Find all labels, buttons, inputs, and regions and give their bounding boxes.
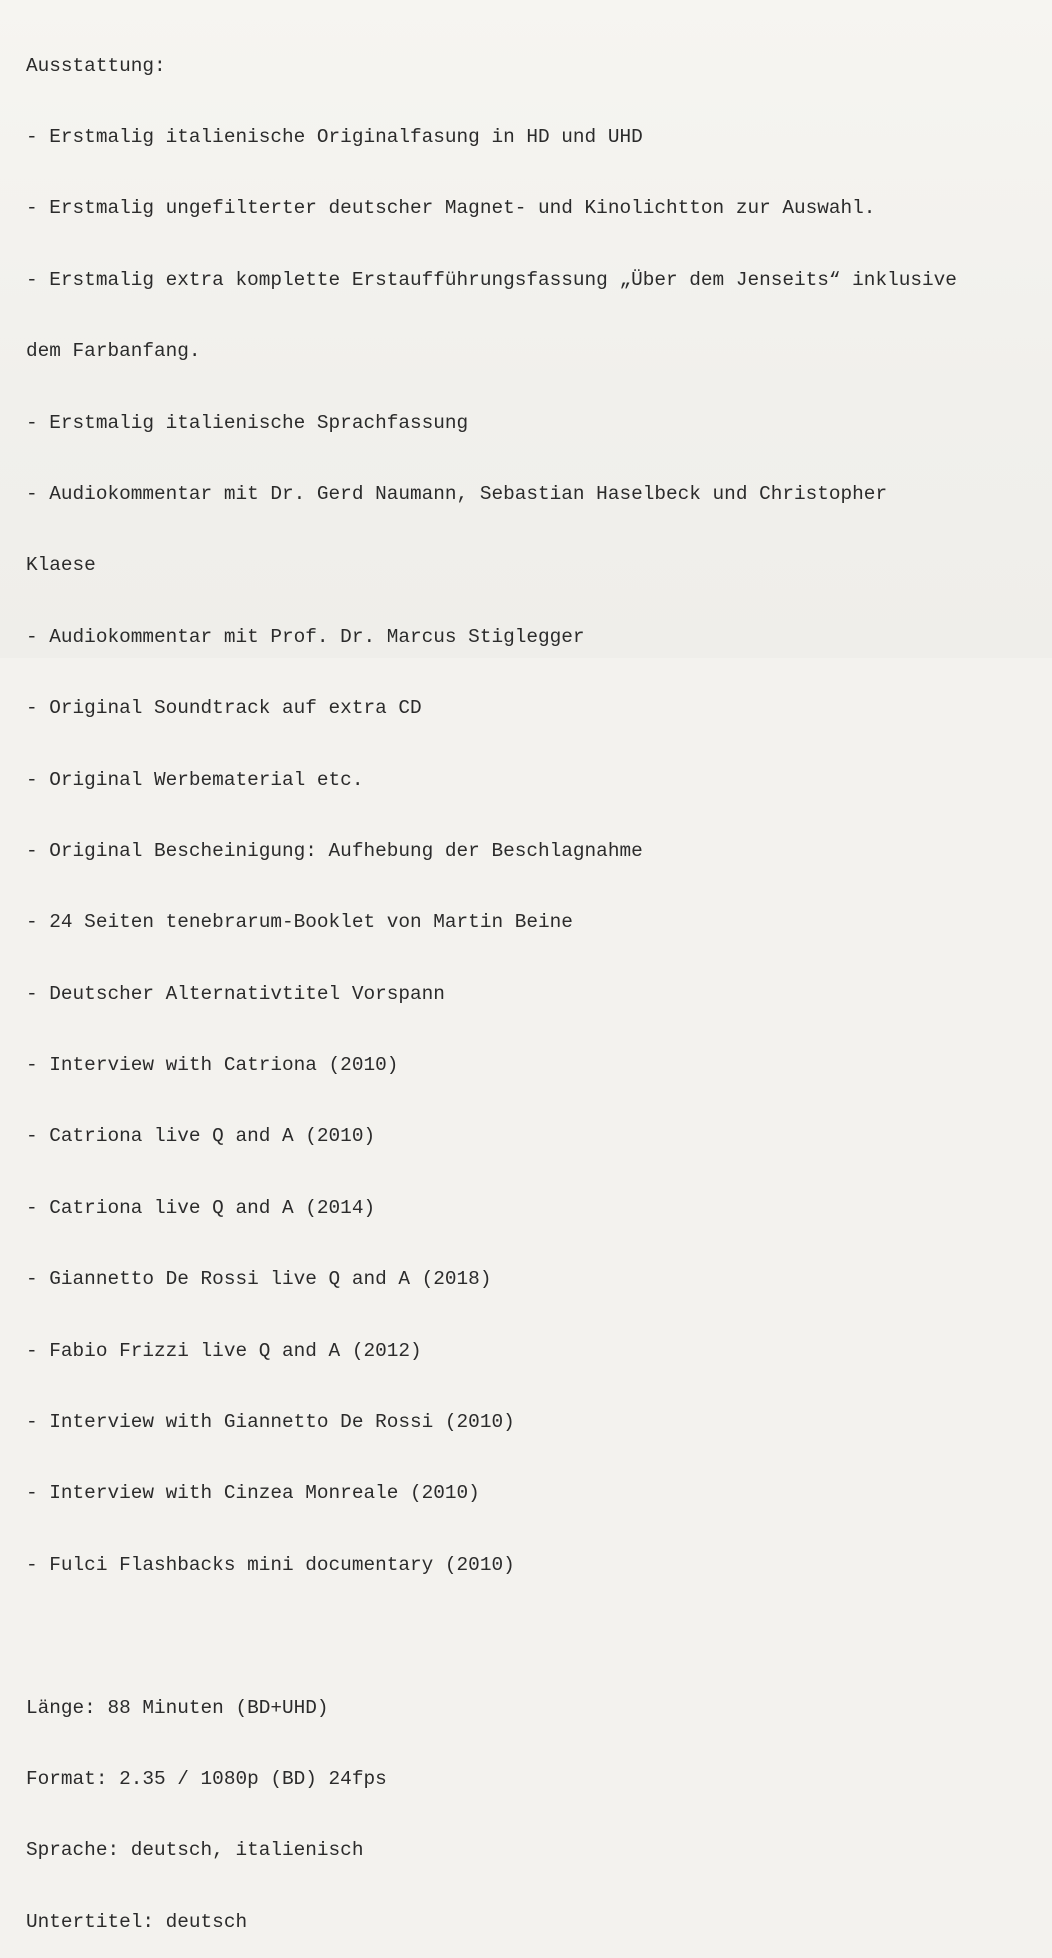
spec-laenge: Länge: 88 Minuten (BD+UHD)	[26, 1696, 329, 1719]
feature-line: - Original Bescheinigung: Aufhebung der Beschlagnahme	[26, 839, 643, 862]
spacer	[26, 1625, 1036, 1649]
spec-sprache: Sprache: deutsch, italienisch	[26, 1839, 364, 1862]
feature-line: - Erstmalig italienische Originalfasung in HD und UHD	[26, 125, 643, 148]
feature-line: - Original Werbematerial etc.	[26, 768, 364, 791]
feature-line: Klaese	[26, 554, 96, 577]
feature-line: - Fabio Frizzi live Q and A (2012)	[26, 1339, 422, 1362]
feature-line: - Interview with Giannetto De Rossi (2010)	[26, 1411, 515, 1434]
feature-line: - Catriona live Q and A (2010)	[26, 1125, 376, 1148]
feature-line: - Fulci Flashbacks mini documentary (2010)	[26, 1553, 515, 1576]
feature-line: - Audiokommentar mit Prof. Dr. Marcus Stiglegger	[26, 625, 585, 648]
feature-line: - Interview with Cinzea Monreale (2010)	[26, 1482, 480, 1505]
feature-line: - Deutscher Alternativtitel Vorspann	[26, 982, 445, 1005]
features-heading: Ausstattung:	[26, 54, 166, 77]
feature-line: - 24 Seiten tenebrarum-Booklet von Martin Beine	[26, 911, 573, 934]
feature-line: - Catriona live Q and A (2014)	[26, 1196, 376, 1219]
feature-line: - Interview with Catriona (2010)	[26, 1054, 399, 1077]
feature-line: - Audiokommentar mit Dr. Gerd Naumann, Sebastian Haselbeck und Christopher	[26, 482, 888, 505]
feature-line: - Erstmalig ungefilterter deutscher Magnet- und Kinolichtton zur Auswahl.	[26, 197, 876, 220]
feature-line: - Erstmalig italienische Sprachfassung	[26, 411, 469, 434]
document-text	[26, 7, 1036, 1958]
feature-line: - Erstmalig extra komplette Erstaufführungsfassung „Über dem Jenseits“ inklusive	[26, 268, 957, 291]
spec-format: Format: 2.35 / 1080p (BD) 24fps	[26, 1767, 387, 1790]
spec-untertitel: Untertitel: deutsch	[26, 1910, 248, 1933]
feature-line: - Original Soundtrack auf extra CD	[26, 697, 422, 720]
feature-line: dem Farbanfang.	[26, 340, 201, 363]
feature-line: - Giannetto De Rossi live Q and A (2018)	[26, 1268, 492, 1291]
